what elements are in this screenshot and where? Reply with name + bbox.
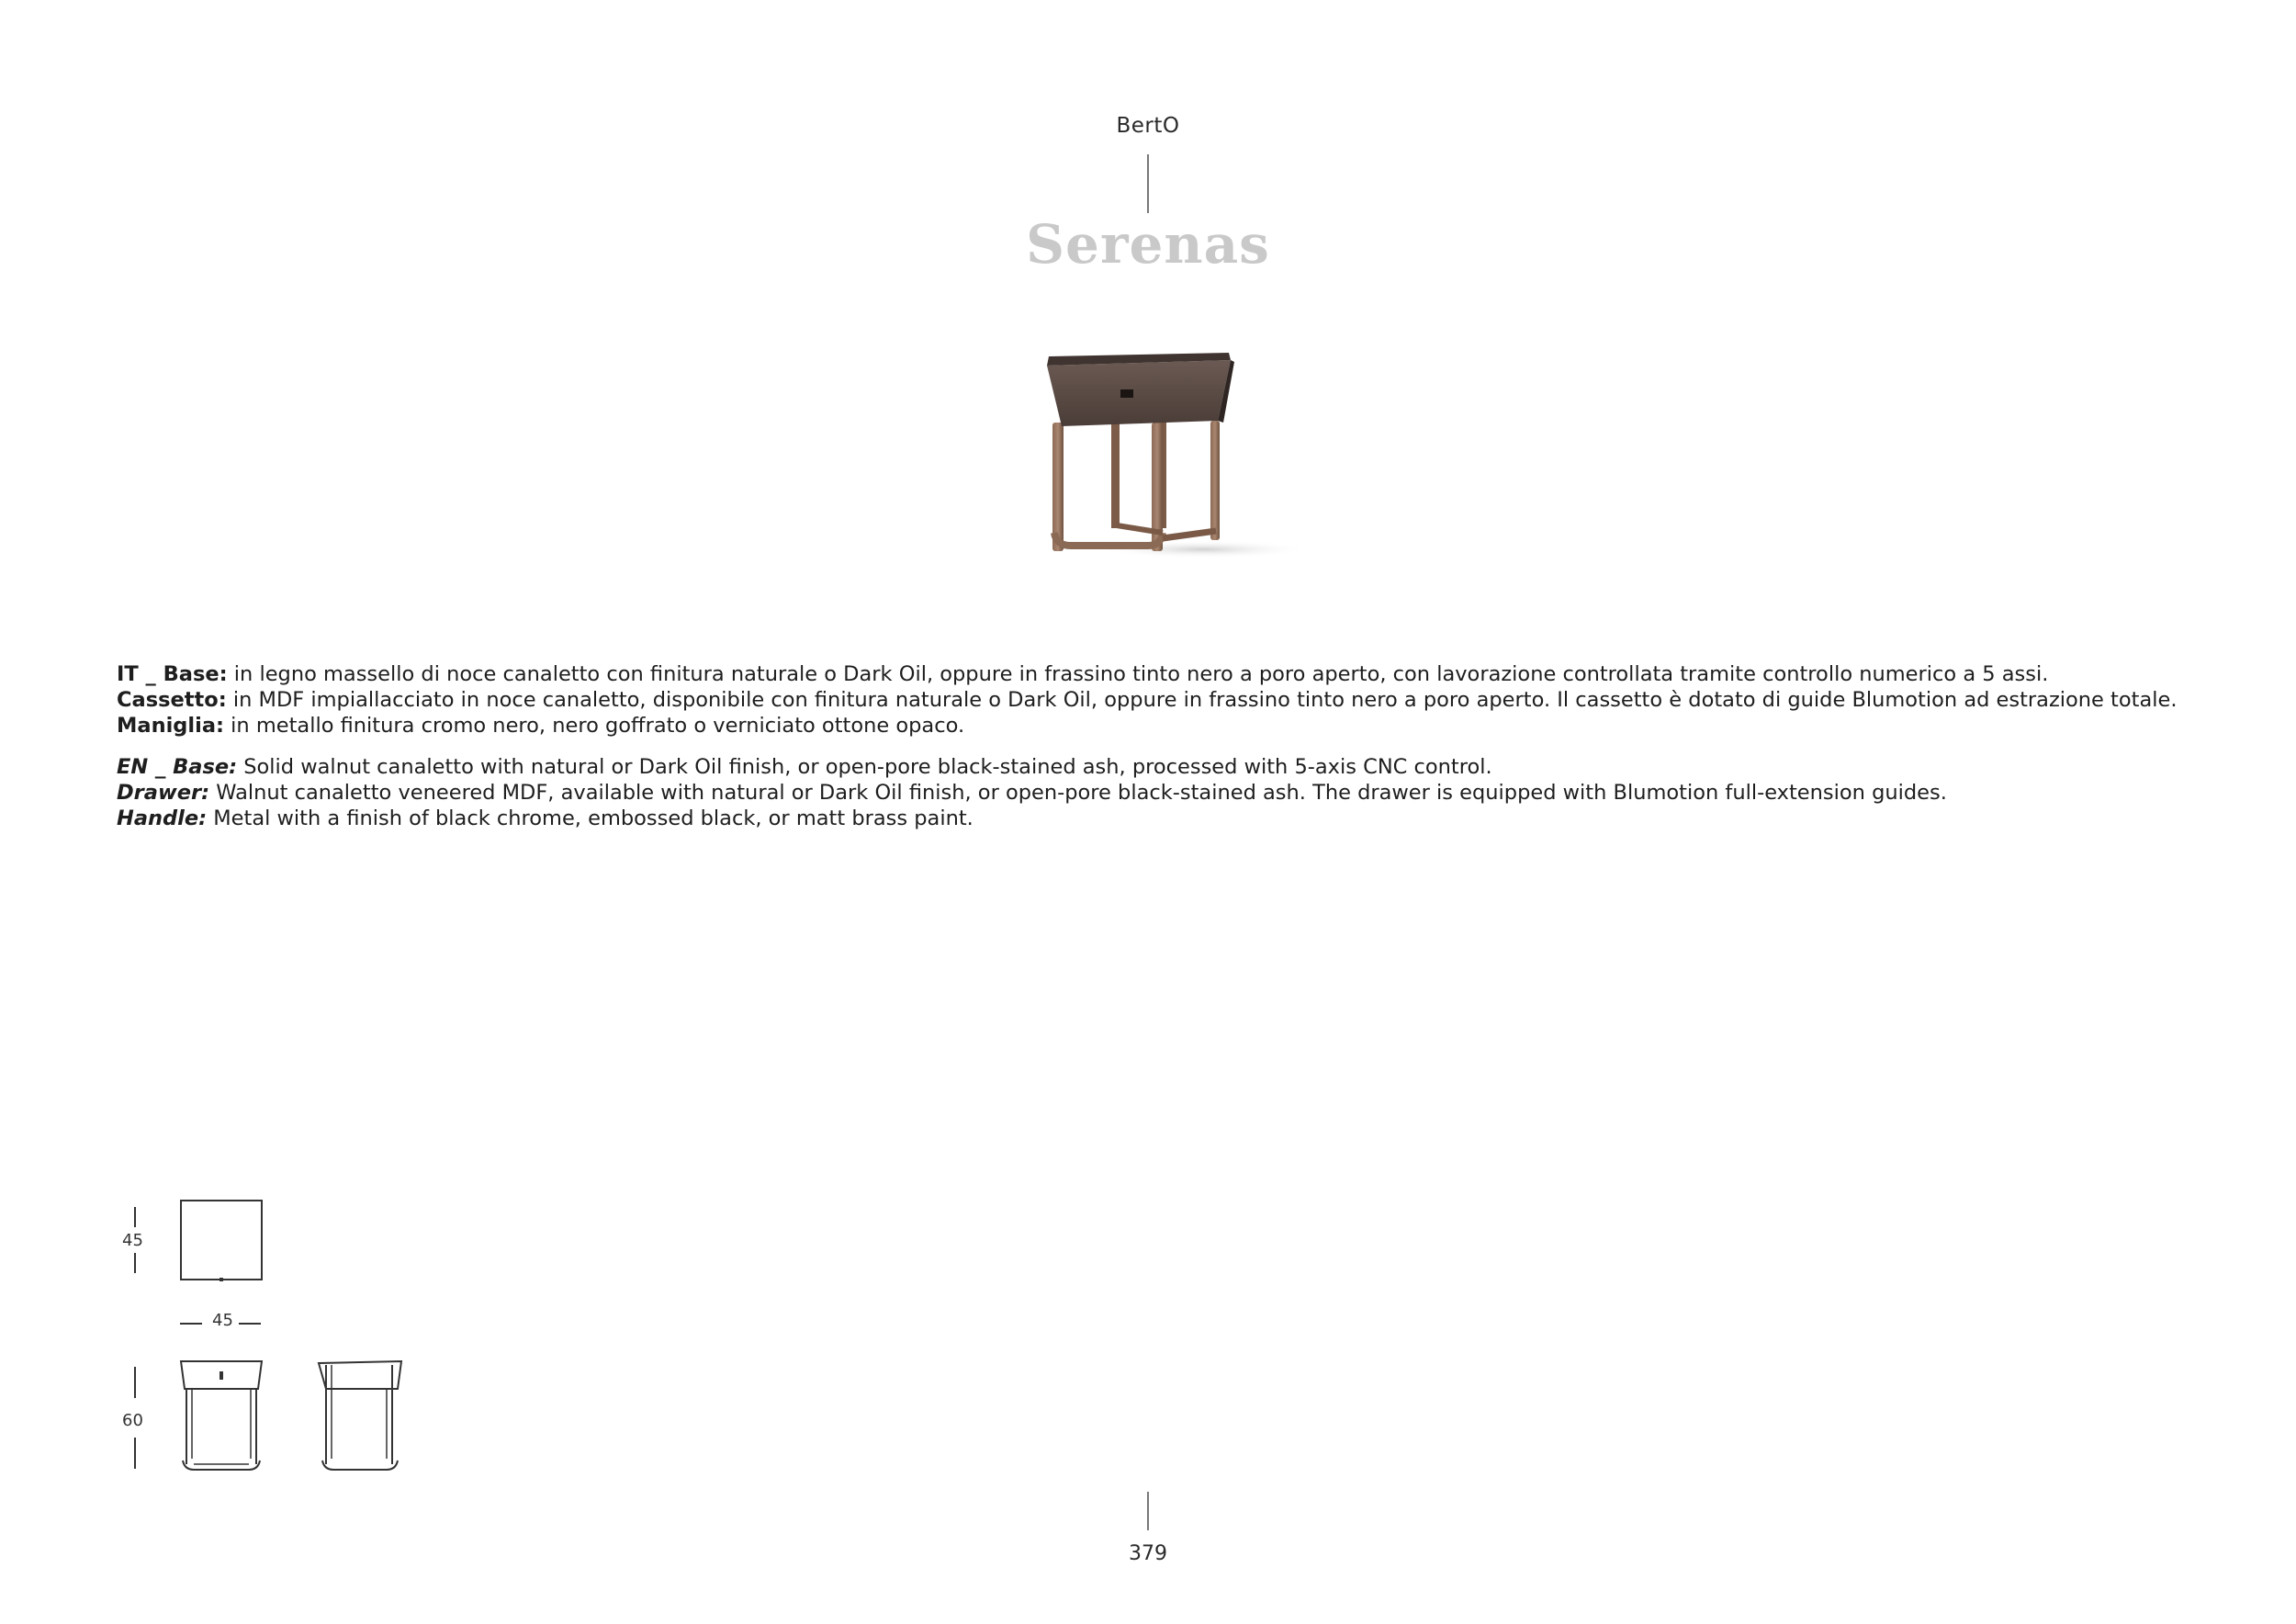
- height-tick-top: [134, 1367, 136, 1398]
- it-drawer-label: Cassetto:: [117, 688, 227, 712]
- en-handle-line: [117, 806, 1947, 831]
- it-drawer-text: in MDF impiallacciato in noce canaletto, disponibile con finitura naturale o Dark Oil, oppure in frassino tinto nero a poro aperto. Il cassetto è dotato di guide Blumotion ad estrazione totale.: [226, 688, 2178, 712]
- depth-label: 45: [122, 1231, 143, 1250]
- en-drawer-text: Walnut canaletto veneered MDF, available with natural or Dark Oil finish, or open-pore black-stained ash. The drawer is equipped with Blumotion full-extension guides.: [209, 781, 1947, 805]
- height-tick-bottom: [134, 1438, 136, 1469]
- it-base-label: IT _ Base:: [117, 662, 228, 686]
- it-handle-label: Maniglia:: [117, 714, 225, 738]
- depth-tick-bottom: [134, 1253, 136, 1273]
- width-label: 45: [212, 1311, 233, 1330]
- en-base-label: EN _ Base:: [117, 755, 238, 779]
- description-en: [117, 754, 1947, 831]
- en-handle-label: Handle:: [117, 806, 208, 830]
- it-base-line: [117, 661, 2178, 687]
- en-drawer-label: Drawer:: [117, 781, 210, 805]
- brand-name: BertO: [1116, 114, 1180, 138]
- side-view-drawing: [317, 1359, 403, 1473]
- top-view-drawing: [179, 1199, 264, 1283]
- page-number: 379: [1129, 1542, 1167, 1565]
- footer-divider: [1147, 1492, 1149, 1530]
- width-tick-left: [180, 1323, 202, 1325]
- depth-tick-top: [134, 1207, 136, 1227]
- it-handle-line: [117, 713, 2178, 739]
- front-view-drawing: [179, 1359, 264, 1473]
- width-tick-right: [239, 1323, 261, 1325]
- en-handle-text: Metal with a finish of black chrome, embossed black, or matt brass paint.: [207, 806, 974, 830]
- header-divider: [1147, 154, 1149, 213]
- product-title: Serenas: [1026, 213, 1270, 276]
- en-base-text: Solid walnut canaletto with natural or Dark Oil finish, or open-pore black-stained ash, processed with 5-axis CNC control.: [237, 755, 1492, 779]
- product-photo: [1047, 349, 1322, 579]
- it-handle-text: in metallo finitura cromo nero, nero goffrato o verniciato ottone opaco.: [224, 714, 965, 738]
- en-base-line: [117, 754, 1947, 780]
- en-drawer-line: [117, 780, 1947, 806]
- height-label: 60: [122, 1411, 143, 1430]
- it-drawer-line: [117, 687, 2178, 713]
- it-base-text: in legno massello di noce canaletto con finitura naturale o Dark Oil, oppure in frassino tinto nero a poro aperto, con lavorazione controllata tramite controllo numerico a 5 assi.: [227, 662, 2049, 686]
- description-it: [117, 661, 2178, 739]
